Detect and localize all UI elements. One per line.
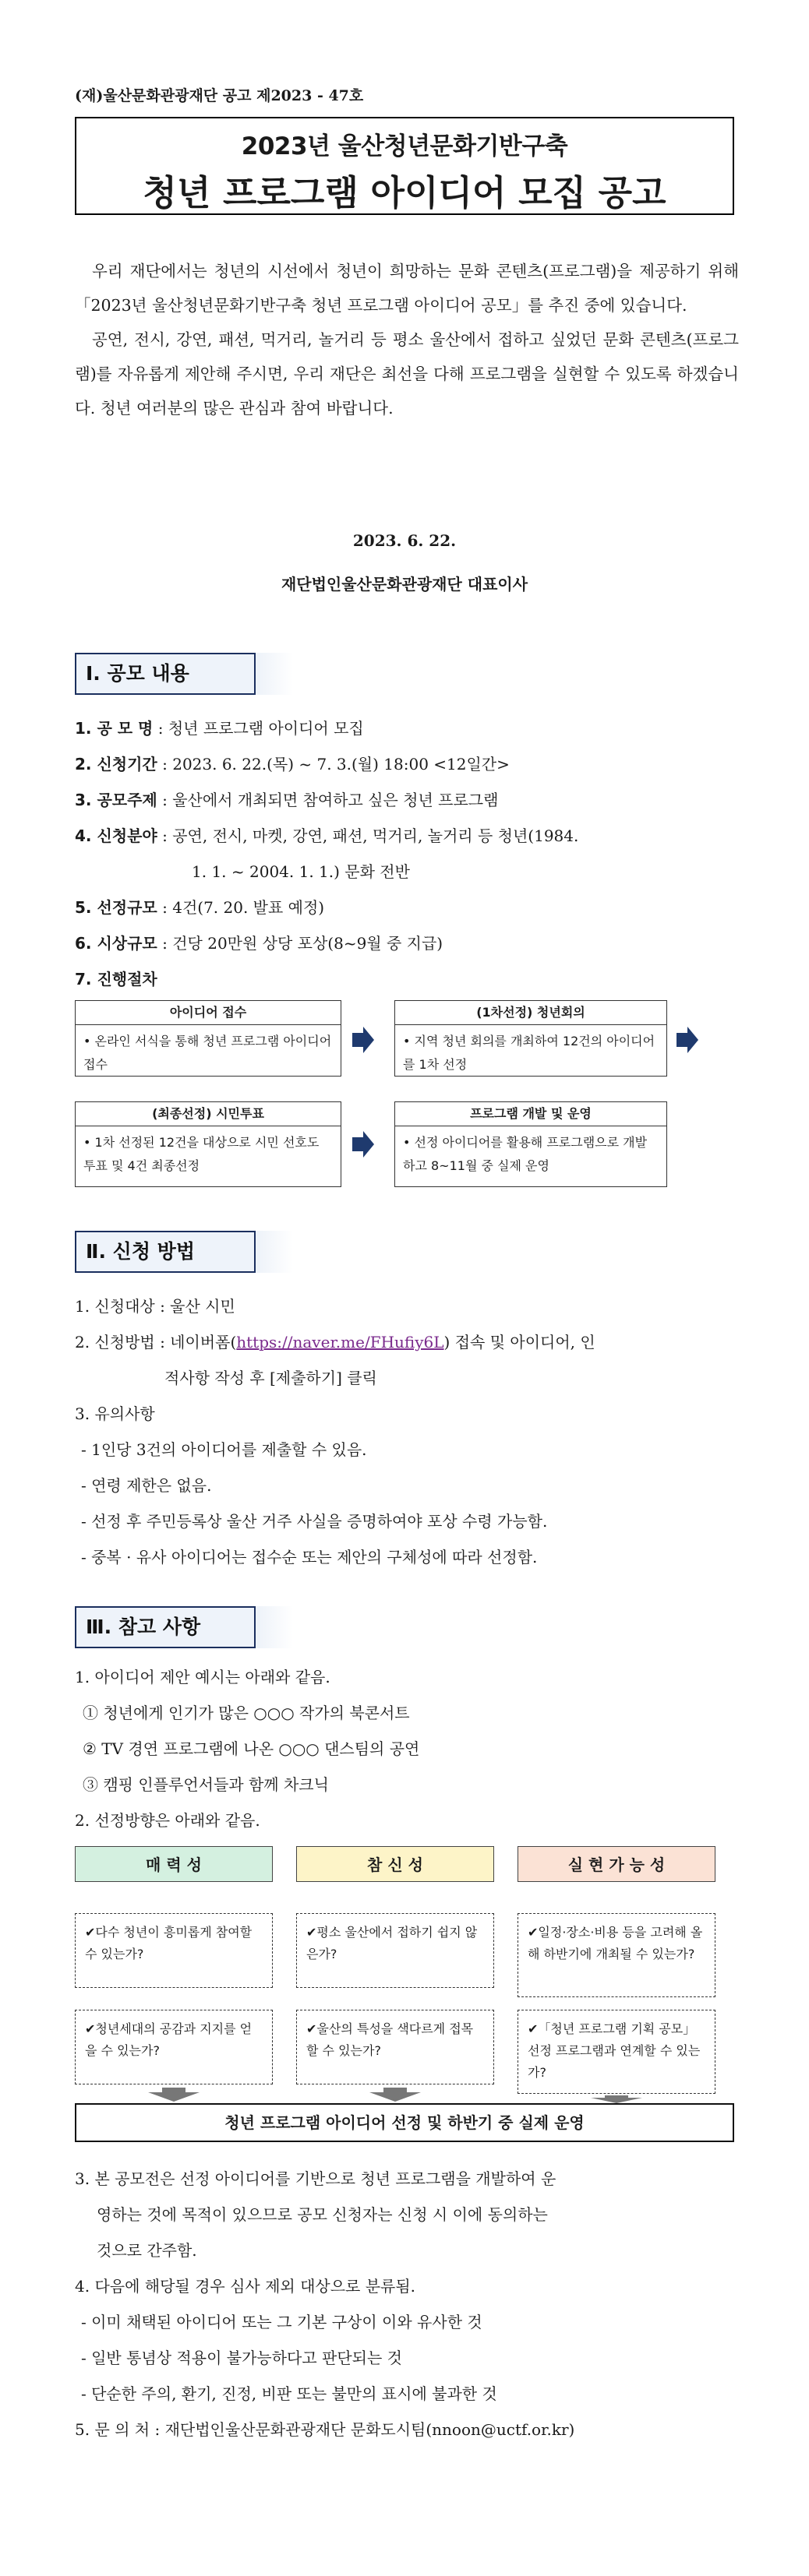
section2-heading (75, 1231, 301, 1273)
criteria-2-box-2: ✔울산의 특성을 색다르게 접목할 수 있는가? (296, 2010, 494, 2084)
s1-item-1: 1. 공 모 명 : 청년 프로그램 아이디어 모집 (75, 719, 364, 738)
s2-line-2: 2. 신청방법 : 네이버폼(https://naver.me/FHufiy6L) 접속 및 아이디어, 인 (75, 1333, 595, 1351)
notice-date: 2023. 6. 22. (352, 531, 457, 550)
s3-contact: 5. 문 의 처 : 재단법인울산문화관광재단 문화도시팀(nnoon@uctf.or.kr) (75, 2420, 575, 2439)
intro-paragraph-1: 우리 재단에서는 청년의 시선에서 청년이 희망하는 문화 콘텐츠(프로그램)을 제공하기 위해 「2023년 울산청년문화기반구축 청년 프로그램 아이디어 공모」를 추진 중에 있습니다. (75, 262, 739, 315)
s3-example-3: ③ 캠핑 인플루언서들과 함께 차크닉 (83, 1775, 329, 1794)
title-line2: 청년 프로그램 아이디어 모집 공고 (143, 172, 666, 213)
criteria-head-1: 매 력 성 (75, 1846, 273, 1882)
process-step-2 (394, 1000, 667, 1077)
process-step-3 (75, 1101, 341, 1187)
s3-exclusion-2: - 일반 통념상 적용이 불가능하다고 판단되는 것 (81, 2349, 402, 2367)
s1-item-4: 4. 신청분야 : 공연, 전시, 마켓, 강연, 패션, 먹거리, 놀거리 등 청년(1984. (75, 826, 579, 845)
section3-bottom-items (75, 2161, 745, 2447)
s2-line-2-cont: 적사항 작성 후 [제출하기] 클릭 (164, 1369, 377, 1387)
s3-line-2: 2. 선정방향은 아래와 같음. (75, 1811, 260, 1830)
section2-items (75, 1288, 745, 1575)
s2-note-2: - 연령 제한은 없음. (81, 1476, 212, 1495)
process-step-3-title: (최종선정) 시민투표 (76, 1102, 341, 1126)
title-line1: 2023년 울산청년문화기반구축 (241, 132, 568, 160)
s3-example-2: ② TV 경연 프로그램에 나온 ○○○ 댄스팀의 공연 (83, 1739, 420, 1758)
process-step-3-body: • 1차 선정된 12건을 대상으로 시민 선호도 투표 및 4건 최종선정 (83, 1135, 320, 1173)
s2-note-4: - 중복 · 유사 아이디어는 접수순 또는 제안의 구체성에 따라 선정함. (81, 1548, 538, 1566)
s3-line-1: 1. 아이디어 제안 예시는 아래와 같음. (75, 1668, 330, 1686)
s1-item-4-cont: 1. 1. ~ 2004. 1. 1.) 문화 전반 (192, 862, 410, 881)
process-step-1-body: • 온라인 서식을 통해 청년 프로그램 아이디어 접수 (83, 1034, 332, 1072)
process-step-1 (75, 1000, 341, 1077)
section1-heading-label: Ⅰ. 공모 내용 (75, 653, 256, 695)
s1-item-7: 7. 진행절차 (75, 970, 157, 988)
section1-items (75, 710, 745, 997)
title-box (75, 117, 734, 215)
arrow-right-icon (352, 1027, 374, 1053)
s2-line-1: 1. 신청대상 : 울산 시민 (75, 1297, 235, 1316)
process-step-2-body: • 지역 청년 회의를 개최하여 12건의 아이디어를 1차 선정 (403, 1034, 655, 1072)
process-step-4-title: 프로그램 개발 및 운영 (395, 1102, 666, 1126)
arrow-right-icon (677, 1027, 698, 1053)
arrow-down-icon (148, 2088, 200, 2102)
s2-note-3: - 선정 후 주민등록상 울산 거주 사실을 증명하여야 포상 수령 가능함. (81, 1512, 548, 1531)
signer: 재단법인울산문화관광재단 대표이사 (281, 575, 528, 594)
intro-text (75, 254, 739, 425)
criteria-1-box-1: ✔다수 청년이 흥미롭게 참여할 수 있는가? (75, 1913, 273, 1988)
section3-top-items (75, 1659, 745, 1838)
s1-item-2: 2. 신청기간 : 2023. 6. 22.(목) ~ 7. 3.(월) 18:00 <12일간> (75, 755, 510, 774)
s3-line-4: 4. 다음에 해당될 경우 심사 제외 대상으로 분류됨. (75, 2277, 416, 2296)
notice-number: (재)울산문화관광재단 공고 제2023 - 47호 (75, 87, 364, 104)
arrow-down-icon (369, 2088, 421, 2102)
s3-example-1: ① 청년에게 인기가 많은 ○○○ 작가의 북콘서트 (83, 1704, 410, 1722)
criteria-3-box-1: ✔일정·장소·비용 등을 고려해 올해 하반기에 개최될 수 있는가? (518, 1913, 715, 1997)
criteria-1-box-2: ✔청년세대의 공감과 지지를 얻을 수 있는가? (75, 2010, 273, 2084)
intro-paragraph-2: 공연, 전시, 강연, 패션, 먹거리, 놀거리 등 평소 울산에서 접하고 싶었던 문화 콘텐츠(프로그램)를 자유롭게 제안해 주시면, 우리 재단은 최선을 다해 프로그램을 실현할 수 있도록 하겠습니다. 청년 여러분의 많은 관심과 참여 바랍니다. (75, 330, 739, 418)
criteria-head-2: 참 신 성 (296, 1846, 494, 1882)
s3-line-3c: 것으로 간주함. (97, 2241, 197, 2260)
process-step-2-title: (1차선정) 청년회의 (395, 1001, 666, 1025)
process-step-1-title: 아이디어 접수 (76, 1001, 341, 1025)
section3-heading (75, 1606, 301, 1648)
s3-exclusion-1: - 이미 채택된 아이디어 또는 그 기본 구상이 이와 유사한 것 (81, 2313, 482, 2331)
arrow-right-icon (352, 1131, 374, 1158)
s3-exclusion-3: - 단순한 주의, 환기, 진정, 비판 또는 불만의 표시에 불과한 것 (81, 2384, 497, 2403)
arrow-down-icon (591, 2095, 642, 2103)
s1-item-6: 6. 시상규모 : 건당 20만원 상당 포상(8~9월 중 지급) (75, 934, 443, 953)
s1-item-3: 3. 공모주제 : 울산에서 개최되면 참여하고 싶은 청년 프로그램 (75, 791, 499, 809)
naver-form-link[interactable]: https://naver.me/FHufiy6L (236, 1333, 444, 1351)
s3-line-3a: 3. 본 공모전은 선정 아이디어를 기반으로 청년 프로그램을 개발하여 운 (75, 2169, 556, 2188)
s3-line-3b: 영하는 것에 목적이 있으므로 공모 신청자는 신청 시 이에 동의하는 (97, 2205, 548, 2224)
section3-heading-label: Ⅲ. 참고 사항 (75, 1606, 256, 1648)
process-step-4 (394, 1101, 667, 1187)
criteria-3-box-2: ✔「청년 프로그램 기획 공모」 선정 프로그램과 연계할 수 있는가? (518, 2010, 715, 2094)
criteria-2-box-1: ✔평소 울산에서 접하기 쉽지 않은가? (296, 1913, 494, 1988)
s1-item-5: 5. 선정규모 : 4건(7. 20. 발표 예정) (75, 898, 325, 917)
process-step-4-body: • 선정 아이디어를 활용해 프로그램으로 개발하고 8~11월 중 실제 운영 (403, 1135, 648, 1173)
criteria-head-3: 실 현 가 능 성 (518, 1846, 715, 1882)
s2-note-1: - 1인당 3건의 아이디어를 제출할 수 있음. (81, 1440, 367, 1459)
section2-heading-label: Ⅱ. 신청 방법 (75, 1231, 256, 1273)
outcome-box: 청년 프로그램 아이디어 선정 및 하반기 중 실제 운영 (75, 2103, 734, 2142)
section1-heading (75, 653, 301, 695)
s2-line-3: 3. 유의사항 (75, 1404, 155, 1423)
